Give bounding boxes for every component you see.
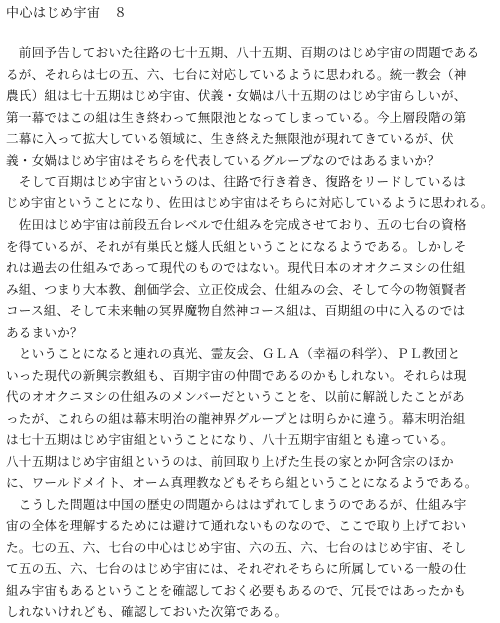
text-line: 組み宇宙もあるということを確認しておく必要もあるので、冗長ではあったかも bbox=[6, 582, 467, 598]
text-line: こうした問題は中国の歴史の問題からははずれてしまうのであるが、仕組み宇 bbox=[6, 496, 467, 512]
text-line: 前回予告しておいた往路の七十五期、八十五期、百期のはじめ宇宙の問題である bbox=[6, 45, 480, 60]
text-line: 佐田はじめ宇宙は前段五台レベルで仕組みを完成させており、五の七台の資格 bbox=[6, 217, 467, 232]
text-line: 代のオオクニヌシの仕組みのメンバーだということを、以前に解説したことがあ bbox=[6, 389, 465, 404]
text-line: を得ているが、それが有巣氏と燧人氏組ということになるようである。しかしそ bbox=[6, 238, 467, 254]
text-line: いった現代の新興宗教組も、百期宇宙の仲間であるのかもしれない。それらは現 bbox=[6, 367, 467, 383]
text-line: しれないけれども、確認しておいた次第である。 bbox=[6, 604, 288, 619]
document-title: 中心はじめ宇宙 ８ bbox=[6, 6, 128, 21]
text-line: れは過去の仕組みであって現代のものではない。現代日本のオオクニヌシの仕組 bbox=[6, 260, 466, 275]
text-line: コース組、そして未来軸の冥界魔物自然神コース組は、百期組の中に入るのでは bbox=[6, 303, 466, 318]
text-line: ったが、これらの組は幕末明治の龍神界グループとは明らかに違う。幕末明治組 bbox=[6, 410, 466, 426]
text-line: 第一幕ではこの組は生き終わって無限池となってしまっている。今上層段階の第 bbox=[6, 109, 467, 125]
text-line: は七十五期はじめ宇宙組ということになり、八十五期宇宙組とも違っている。 bbox=[6, 432, 454, 447]
text-line: 宙の全体を理解するためには避けて通れないものなので、ここで取り上げておい bbox=[6, 518, 467, 533]
text-line: 義・女媧はじめ宇宙はそちらを代表しているグループなのではあるまいか？ bbox=[6, 152, 440, 168]
document-body bbox=[6, 42, 493, 623]
text-line: み組、つまり大本教、創価学会、立正佼成会、仕組みの会、そして今の物領賢者 bbox=[6, 281, 467, 297]
text-line: そして百期はじめ宇宙というのは、往路で行き着き、復路をリードしているは bbox=[6, 174, 467, 189]
text-line: るが、それらは七の五、六、七台に対応しているように思われる。統一教会（神 bbox=[6, 66, 467, 82]
text-line: て五の五、六、七台のはじめ宇宙には、それぞれそちらに所属している一般の仕 bbox=[6, 561, 467, 576]
text-line: 農氏）組は七十五期はじめ宇宙、伏義・女媧は八十五期のはじめ宇宙らしいが、 bbox=[6, 88, 467, 103]
text-line: に、ワールドメイト、オーム真理教などもそちら組ということになるようである。 bbox=[6, 475, 478, 490]
text-line: 二幕に入って拡大している領域に、生き終えた無限池が現れてきているが、伏 bbox=[6, 131, 454, 146]
text-line: じめ宇宙ということになり、佐田はじめ宇宙はそちらに対応しているように思われる。 bbox=[6, 195, 494, 210]
text-line: 八十五期はじめ宇宙組というのは、前回取り上げた生長の家とか阿含宗のほか bbox=[6, 453, 454, 469]
text-line: あるまいか？ bbox=[6, 324, 83, 340]
text-line: た。七の五、六、七台の中心はじめ宇宙、六の五、六、七台のはじめ宇宙、そし bbox=[6, 539, 467, 555]
text-line: ということになると連れの真光、霊友会、ＧＬＡ（幸福の科学）、ＰＬ教団と bbox=[6, 346, 461, 361]
